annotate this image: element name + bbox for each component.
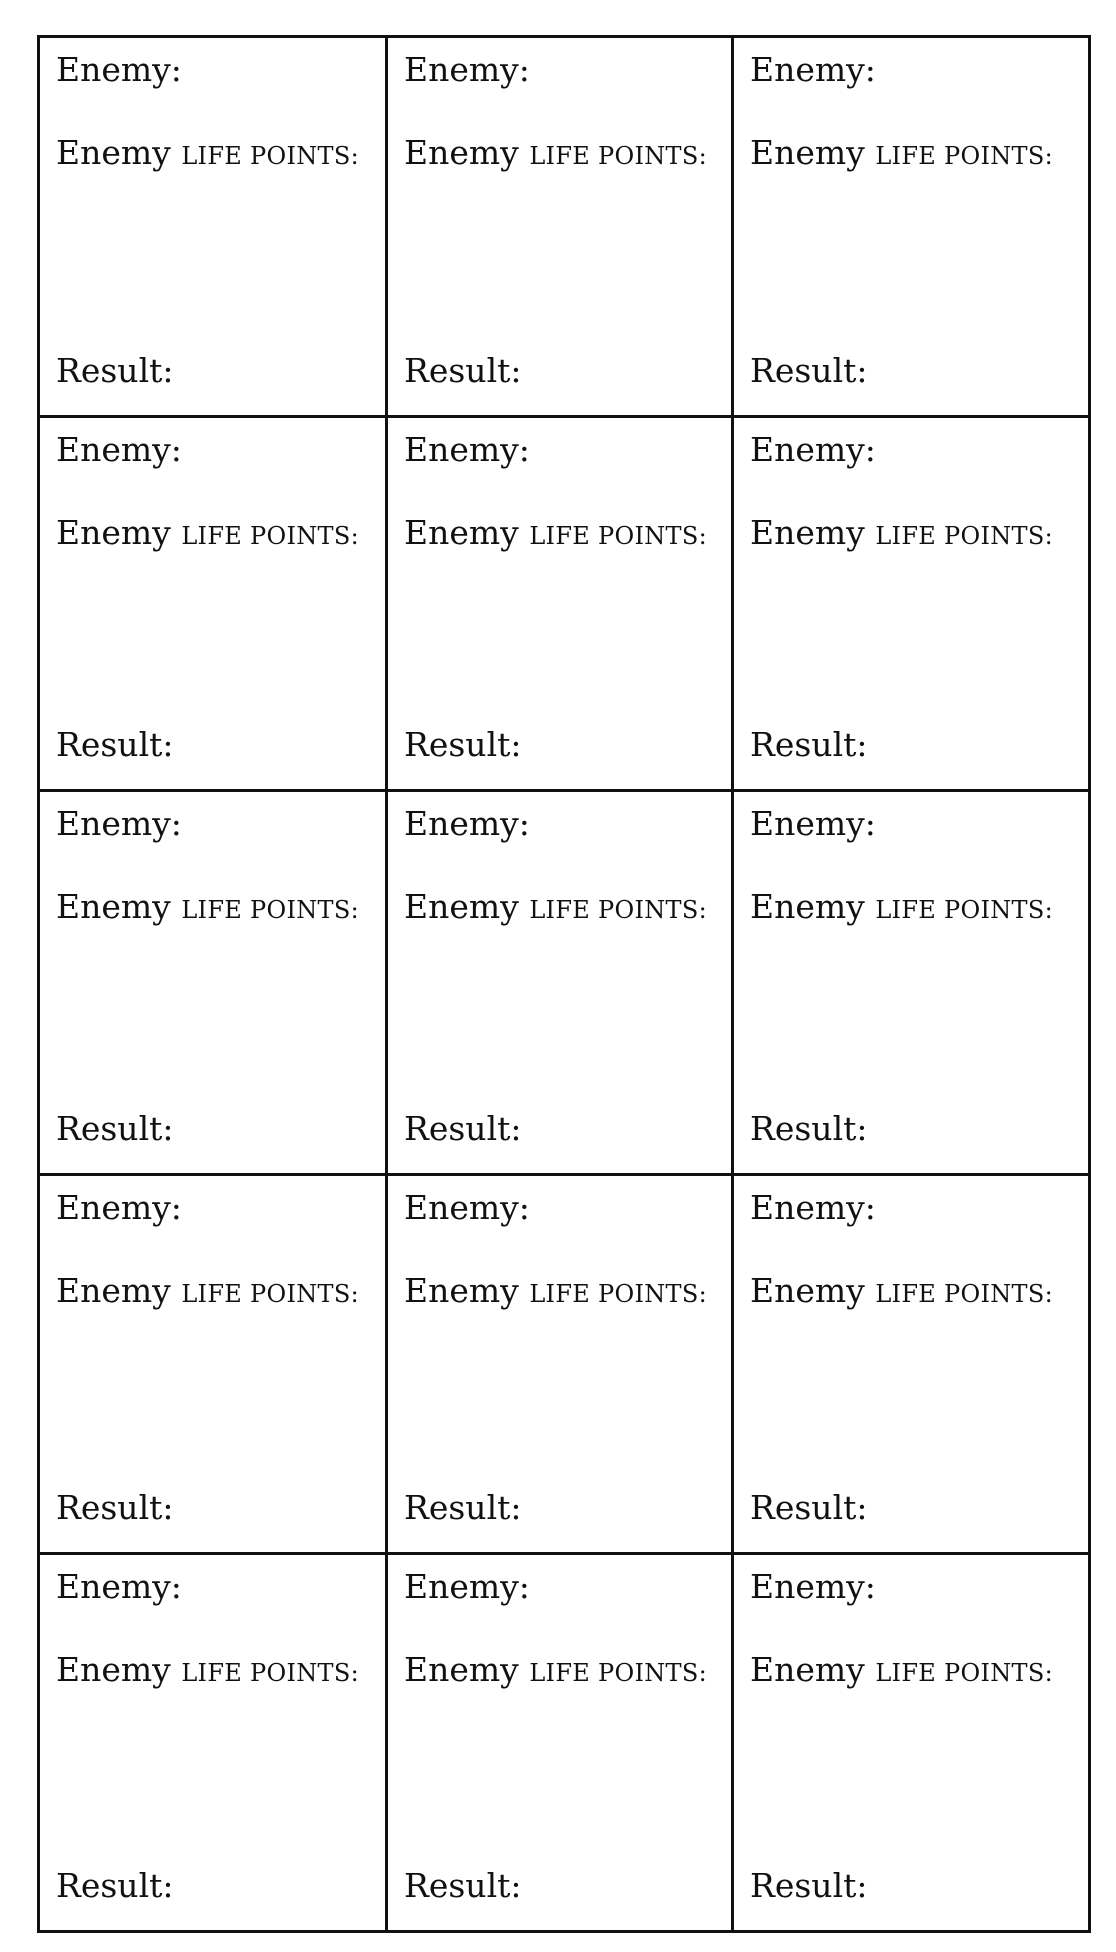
life-suffix: LIFE POINTS: [875,142,1053,170]
result-label: Result: [404,351,522,390]
result-label: Result: [750,1109,868,1148]
encounter-box[interactable] [388,1555,734,1930]
result-label: Result: [404,1866,522,1905]
life-suffix: LIFE POINTS: [181,522,359,550]
enemy-life-points-label [750,513,1053,552]
result-label: Result: [56,1488,174,1527]
enemy-label: Enemy: [750,50,876,89]
encounter-box[interactable] [388,792,734,1176]
life-prefix: Enemy [56,133,171,172]
life-suffix: LIFE POINTS: [181,1659,359,1687]
life-prefix: Enemy [750,513,865,552]
enemy-life-points-label [404,133,707,172]
life-prefix: Enemy [750,887,865,926]
enemy-life-points-label [56,1650,359,1689]
enemy-label: Enemy: [404,1567,530,1606]
enemy-life-points-label [404,513,707,552]
enemy-label: Enemy: [56,1188,182,1227]
life-prefix: Enemy [750,1650,865,1689]
encounter-box[interactable] [388,38,734,418]
enemy-life-points-label [56,513,359,552]
life-suffix: LIFE POINTS: [181,896,359,924]
enemy-label: Enemy: [56,50,182,89]
result-label: Result: [56,725,174,764]
enemy-life-points-label [56,133,359,172]
enemy-label: Enemy: [750,1567,876,1606]
enemy-label: Enemy: [56,430,182,469]
life-suffix: LIFE POINTS: [875,522,1053,550]
life-prefix: Enemy [404,1650,519,1689]
enemy-life-points-label [56,887,359,926]
life-prefix: Enemy [404,513,519,552]
life-prefix: Enemy [404,887,519,926]
encounter-box[interactable] [40,1555,388,1930]
encounter-box[interactable] [734,1176,1088,1555]
life-suffix: LIFE POINTS: [875,896,1053,924]
enemy-life-points-label [750,1650,1053,1689]
encounter-box[interactable] [734,792,1088,1176]
life-suffix: LIFE POINTS: [529,142,707,170]
life-suffix: LIFE POINTS: [529,1659,707,1687]
life-suffix: LIFE POINTS: [529,522,707,550]
encounter-box[interactable] [40,1176,388,1555]
life-prefix: Enemy [56,1271,171,1310]
enemy-life-points-label [404,1271,707,1310]
life-prefix: Enemy [750,1271,865,1310]
life-suffix: LIFE POINTS: [875,1280,1053,1308]
life-suffix: LIFE POINTS: [181,142,359,170]
enemy-life-points-label [750,887,1053,926]
enemy-label: Enemy: [750,1188,876,1227]
enemy-life-points-label [750,1271,1053,1310]
life-prefix: Enemy [404,133,519,172]
enemy-label: Enemy: [404,50,530,89]
result-label: Result: [56,1866,174,1905]
encounter-box[interactable] [388,1176,734,1555]
life-suffix: LIFE POINTS: [181,1280,359,1308]
result-label: Result: [750,1866,868,1905]
enemy-label: Enemy: [56,804,182,843]
result-label: Result: [56,1109,174,1148]
enemy-label: Enemy: [750,804,876,843]
enemy-life-points-label [404,887,707,926]
enemy-label: Enemy: [404,804,530,843]
encounter-box[interactable] [734,418,1088,792]
result-label: Result: [750,725,868,764]
enemy-life-points-label [404,1650,707,1689]
encounter-box[interactable] [734,38,1088,418]
result-label: Result: [750,351,868,390]
encounter-box[interactable] [734,1555,1088,1930]
enemy-label: Enemy: [404,1188,530,1227]
enemy-label: Enemy: [404,430,530,469]
life-prefix: Enemy [56,887,171,926]
enemy-life-points-label [56,1271,359,1310]
life-prefix: Enemy [56,1650,171,1689]
result-label: Result: [56,351,174,390]
encounter-box[interactable] [40,792,388,1176]
life-prefix: Enemy [404,1271,519,1310]
enemy-label: Enemy: [56,1567,182,1606]
enemy-label: Enemy: [750,430,876,469]
encounter-box[interactable] [40,418,388,792]
life-prefix: Enemy [56,513,171,552]
result-label: Result: [404,1109,522,1148]
life-suffix: LIFE POINTS: [875,1659,1053,1687]
result-label: Result: [750,1488,868,1527]
encounter-box[interactable] [40,38,388,418]
life-prefix: Enemy [750,133,865,172]
encounter-grid [37,35,1091,1933]
encounter-box[interactable] [388,418,734,792]
enemy-life-points-label [750,133,1053,172]
life-suffix: LIFE POINTS: [529,896,707,924]
result-label: Result: [404,725,522,764]
life-suffix: LIFE POINTS: [529,1280,707,1308]
result-label: Result: [404,1488,522,1527]
